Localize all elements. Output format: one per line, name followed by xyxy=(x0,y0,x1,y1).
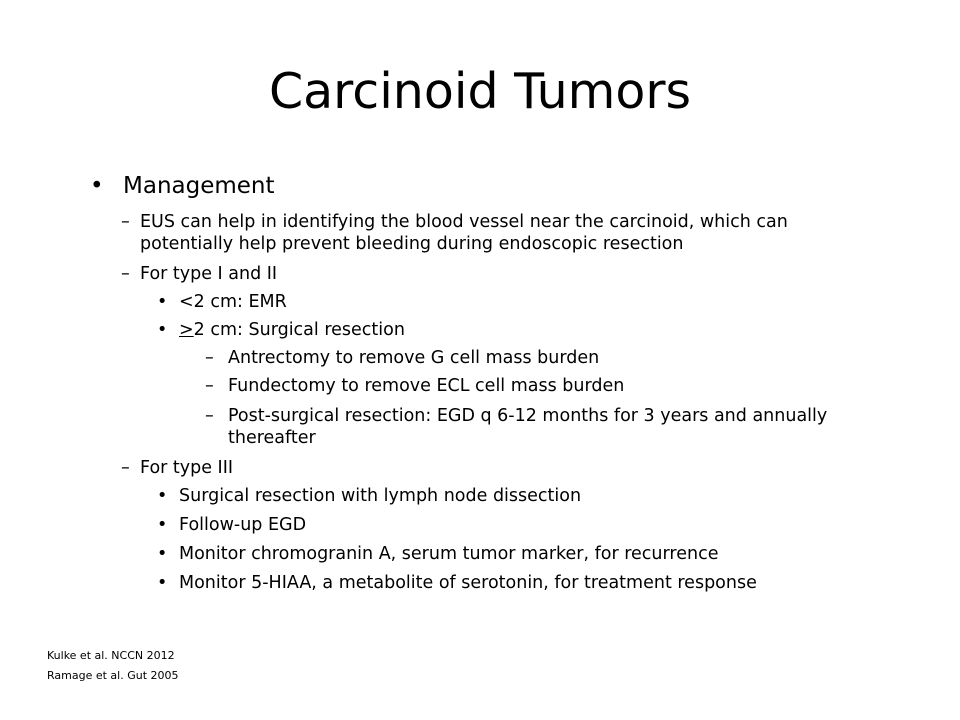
reference-1: Kulke et al. NCCN 2012 xyxy=(47,649,175,662)
management-heading: Management xyxy=(123,173,275,199)
bullet-icon: • xyxy=(157,320,168,340)
lt2-text: <2 cm: EMR xyxy=(179,292,287,312)
bullet-icon: • xyxy=(157,486,168,506)
chromogranin-text: Monitor chromogranin A, serum tumor marker, for recurrence xyxy=(179,544,719,564)
gt2-rest: 2 cm: Surgical resection xyxy=(193,320,405,340)
bullet-icon: • xyxy=(157,515,168,535)
slide-title: Carcinoid Tumors xyxy=(268,63,692,120)
bullet-icon: • xyxy=(157,544,168,564)
surgical-text: Surgical resection with lymph node dissection xyxy=(179,486,582,506)
eus-text-line1: EUS can help in identifying the blood vessel near the carcinoid, which can xyxy=(140,212,788,232)
type3-text: For type III xyxy=(140,458,234,478)
dash-icon: – xyxy=(121,212,130,232)
eus-item xyxy=(0,211,960,255)
eus-text-line2: potentially help prevent bleeding during endoscopic resection xyxy=(140,234,684,254)
fundectomy-text: Fundectomy to remove ECL cell mass burden xyxy=(228,376,625,396)
postsurg-text-line2: thereafter xyxy=(228,428,316,448)
dash-icon: – xyxy=(205,406,214,426)
dash-icon: – xyxy=(121,264,130,284)
postsurg-text-line1: Post-surgical resection: EGD q 6-12 months for 3 years and annually xyxy=(228,406,828,426)
followup-text: Follow-up EGD xyxy=(179,515,307,535)
bullet-icon: • xyxy=(90,173,104,199)
bullet-icon: • xyxy=(157,292,168,312)
bullet-icon: • xyxy=(157,573,168,593)
antrectomy-text: Antrectomy to remove G cell mass burden xyxy=(228,348,600,368)
gt2-prefix: > xyxy=(179,320,194,340)
hiaa-text: Monitor 5-HIAA, a metabolite of serotonin, for treatment response xyxy=(179,573,757,593)
reference-2: Ramage et al. Gut 2005 xyxy=(47,669,179,682)
gt2-text xyxy=(179,319,405,341)
dash-icon: – xyxy=(205,376,214,396)
type12-text: For type I and II xyxy=(140,264,278,284)
dash-icon: – xyxy=(121,458,130,478)
postsurg-item xyxy=(0,405,960,449)
dash-icon: – xyxy=(205,348,214,368)
